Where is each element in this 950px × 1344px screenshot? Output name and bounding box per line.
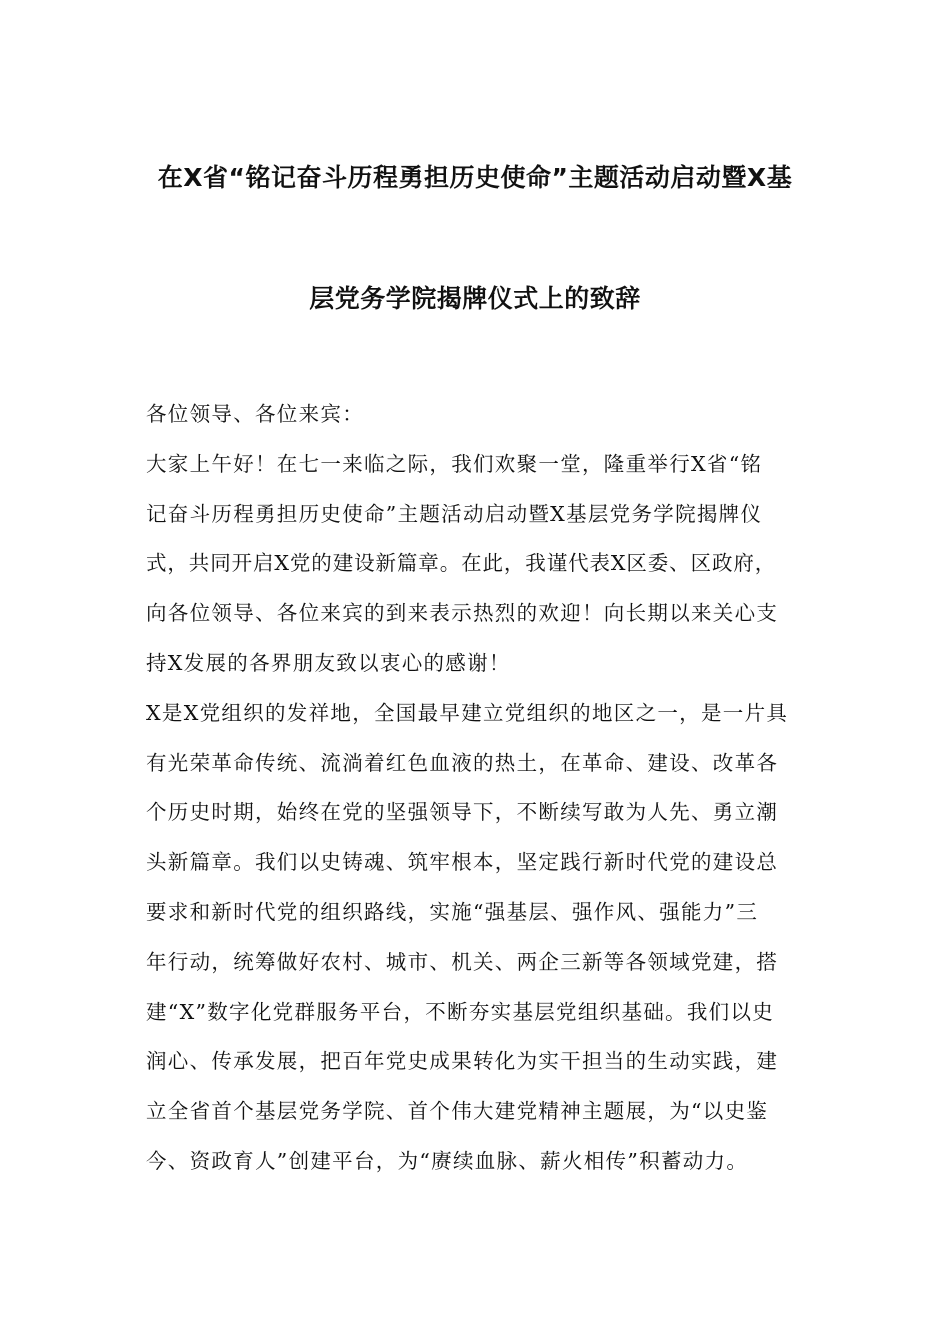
- body-line: 大家上午好！在七一来临之际，我们欢聚一堂，隆重举行X省“铭: [146, 451, 763, 476]
- body-line: 向各位领导、各位来宾的到来表示热烈的欢迎！向长期以来关心支: [146, 601, 779, 626]
- document-title-line-2: 层党务学院揭牌仪式上的致辞: [309, 284, 641, 313]
- body-line: 建“X”数字化党群服务平台，不断夯实基层党组织基础。我们以史: [146, 999, 775, 1024]
- document-body: [146, 396, 826, 1193]
- body-line: 记奋斗历程勇担历史使命”主题活动启动暨X基层党务学院揭牌仪: [146, 501, 763, 526]
- body-line: 今、资政育人”创建平台，为“赓续血脉、薪火相传”积蓄动力。: [146, 1148, 749, 1173]
- body-line: 头新篇章。我们以史铸魂、筑牢根本，坚定践行新时代党的建设总: [146, 850, 779, 875]
- body-line: 式，共同开启X党的建设新篇章。在此，我谨代表X区委、区政府，: [146, 551, 777, 576]
- body-line: 润心、传承发展，把百年党史成果转化为实干担当的生动实践，建: [146, 1049, 779, 1074]
- document-title-line-1: 在X省“铭记奋斗历程勇担历史使命”主题活动启动暨X基: [157, 163, 793, 192]
- body-line: 有光荣革命传统、流淌着红色血液的热土，在革命、建设、改革各: [146, 750, 779, 775]
- body-line: 立全省首个基层党务学院、首个伟大建党精神主题展，为“以史鉴: [146, 1099, 769, 1124]
- body-line: 个历史时期，始终在党的坚强领导下，不断续写敢为人先、勇立潮: [146, 800, 779, 825]
- body-line: X是X党组织的发祥地，全国最早建立党组织的地区之一，是一片具: [146, 700, 789, 725]
- body-line: 要求和新时代党的组织路线，实施“强基层、强作风、强能力”三: [146, 899, 759, 924]
- salutation: 各位领导、各位来宾：: [146, 402, 364, 426]
- body-line: 持X发展的各界朋友致以衷心的感谢！: [146, 650, 511, 675]
- body-line: 年行动，统筹做好农村、城市、机关、两企三新等各领域党建，搭: [146, 949, 779, 974]
